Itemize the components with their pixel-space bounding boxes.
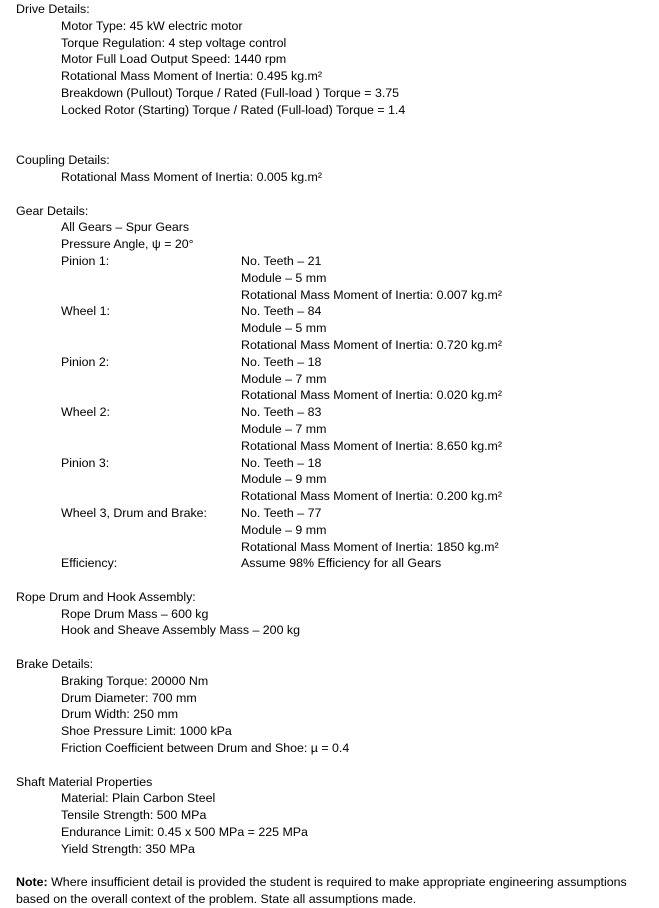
drive-item: Torque Regulation: 4 step voltage control — [61, 35, 287, 50]
gear-stage-wheel-3 — [16, 505, 656, 555]
drive-item: Breakdown (Pullout) Torque / Rated (Full-load ) Torque = 3.75 — [61, 85, 400, 100]
gear-stage-value: Module – 5 mm — [241, 321, 327, 336]
shaft-item: Yield Strength: 350 MPa — [61, 841, 195, 856]
gear-stage-value: Rotational Mass Moment of Inertia: 0.007 kg.m² — [241, 287, 503, 302]
gear-details-heading: Gear Details: — [16, 203, 89, 218]
gear-stage-wheel-2 — [16, 404, 656, 454]
gear-stage-label: Efficiency: — [61, 556, 118, 571]
rope-drum-heading: Rope Drum and Hook Assembly: — [16, 589, 196, 604]
gear-stage-label: Wheel 2: — [61, 405, 110, 420]
rope-item: Hook and Sheave Assembly Mass – 200 kg — [61, 623, 300, 638]
brake-item: Shoe Pressure Limit: 1000 kPa — [61, 724, 232, 739]
document — [16, 1, 656, 908]
gear-stage-value: No. Teeth – 21 — [241, 253, 322, 268]
brake-item: Drum Width: 250 mm — [61, 707, 179, 722]
shaft-material-heading: Shaft Material Properties — [16, 774, 153, 789]
note-text: Where insufficient detail is provided the student is required to make appropriate engineering assumptions based on the overall context of the problem. State all assumptions made. — [16, 875, 627, 907]
note-label: Note: — [16, 875, 48, 890]
gear-stage-pinion-1 — [16, 253, 656, 303]
gear-stage-wheel-1 — [16, 303, 656, 353]
drive-item: Locked Rotor (Starting) Torque / Rated (Full-load) Torque = 1.4 — [61, 102, 406, 117]
gear-stage-value: No. Teeth – 84 — [241, 304, 322, 319]
gear-stage-value: No. Teeth – 83 — [241, 405, 322, 420]
coupling-details-heading: Coupling Details: — [16, 153, 110, 168]
gear-stage-value: Module – 7 mm — [241, 421, 327, 436]
drive-item: Rotational Mass Moment of Inertia: 0.495 kg.m² — [61, 69, 323, 84]
gear-stage-value: Module – 7 mm — [241, 371, 327, 386]
gear-stage-value: Rotational Mass Moment of Inertia: 0.200 kg.m² — [241, 489, 503, 504]
gear-stage-value: Module – 5 mm — [241, 270, 327, 285]
gear-stage-value: Rotational Mass Moment of Inertia: 1850 kg.m² — [241, 539, 499, 554]
gear-item: Pressure Angle, ψ = 20° — [61, 237, 194, 252]
gear-stage-value: Module – 9 mm — [241, 522, 327, 537]
brake-item: Friction Coefficient between Drum and Shoe: µ = 0.4 — [61, 741, 350, 756]
brake-item: Drum Diameter: 700 mm — [61, 690, 197, 705]
gear-stage-label: Pinion 3: — [61, 455, 110, 470]
drive-item: Motor Full Load Output Speed: 1440 rpm — [61, 52, 287, 67]
gear-stage-value: Assume 98% Efficiency for all Gears — [241, 556, 442, 571]
rope-item: Rope Drum Mass – 600 kg — [61, 606, 209, 621]
drive-details-heading: Drive Details: — [16, 2, 90, 16]
brake-item: Braking Torque: 20000 Nm — [61, 673, 209, 688]
brake-details-heading: Brake Details: — [16, 657, 94, 672]
shaft-item: Tensile Strength: 500 MPa — [61, 808, 207, 823]
gear-stage-value: No. Teeth – 18 — [241, 354, 322, 369]
coupling-item: Rotational Mass Moment of Inertia: 0.005 kg.m² — [61, 169, 323, 184]
gear-stage-value: Module – 9 mm — [241, 472, 327, 487]
shaft-item: Material: Plain Carbon Steel — [61, 791, 216, 806]
gear-stage-label: Wheel 1: — [61, 304, 110, 319]
gear-stage-efficiency — [16, 555, 656, 572]
gear-stage-pinion-2 — [16, 354, 656, 404]
shaft-item: Endurance Limit: 0.45 x 500 MPa = 225 MPa — [61, 825, 308, 840]
drive-item: Motor Type: 45 kW electric motor — [61, 18, 243, 33]
gear-stage-value: No. Teeth – 77 — [241, 505, 322, 520]
gear-stage-pinion-3 — [16, 455, 656, 505]
gear-stage-label: Pinion 2: — [61, 354, 110, 369]
note-paragraph — [16, 874, 652, 908]
gear-item: All Gears – Spur Gears — [61, 220, 190, 235]
gear-stage-label: Wheel 3, Drum and Brake: — [61, 505, 207, 520]
gear-stage-value: Rotational Mass Moment of Inertia: 0.020 kg.m² — [241, 388, 503, 403]
gear-stage-value: No. Teeth – 18 — [241, 455, 322, 470]
gear-stage-value: Rotational Mass Moment of Inertia: 0.720 kg.m² — [241, 337, 503, 352]
gear-stage-value: Rotational Mass Moment of Inertia: 8.650 kg.m² — [241, 438, 503, 453]
gear-stage-label: Pinion 1: — [61, 253, 110, 268]
